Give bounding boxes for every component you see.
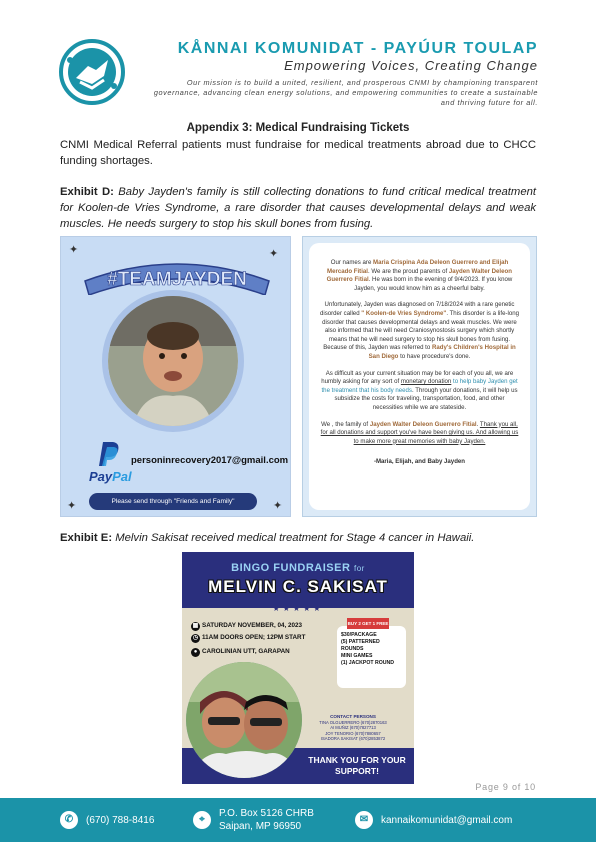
event-location <box>191 648 290 657</box>
footer-phone-text: (670) 788-8416 <box>86 814 155 826</box>
package-item: (1) JACKPOT ROUND <box>341 660 395 666</box>
address-line-2: Saipan, MP 96950 <box>219 821 302 832</box>
letter-text: . <box>476 420 480 428</box>
letter-text: Unfortunately, Jayden was diagnosed on 7/18/2024 with a rare genetic disorder called <box>319 301 515 317</box>
package-item: (5) PATTERNED ROUNDS <box>341 639 380 652</box>
sparkle-icon: ✦ <box>273 500 283 512</box>
footer-email-text: kannaikomunidat@gmail.com <box>381 814 513 826</box>
family-letter <box>302 236 537 517</box>
letter-paragraph <box>319 370 520 413</box>
friends-family-note: Please send through "Friends and Family" <box>89 493 257 510</box>
footer-phone <box>60 798 154 842</box>
sparkle-icon: ✦ <box>69 244 79 256</box>
team-jayden-banner <box>79 251 275 295</box>
thank-you-message: THANK YOU FOR YOUR SUPPORT! <box>308 755 406 776</box>
contact-person: AI MUÑIZ (670)7827713 <box>330 725 376 731</box>
team-jayden-banner-text: #TEAMJAYDEN <box>107 269 247 290</box>
location-pin-icon: ⌖ <box>193 811 211 829</box>
letter-text: . He was born in the evening of 9/4/2023. If you know Jayden, you would know him as a cheerful baby. <box>354 276 513 292</box>
event-date-text: SATURDAY NOVEMBER, 04, 2023 <box>202 622 302 629</box>
sparkle-icon: ✦ <box>269 248 279 260</box>
package-details <box>337 621 406 688</box>
honoree-photo <box>186 662 302 778</box>
contact-person: JOY TENORIO (670)7880657 <box>325 730 381 736</box>
letter-text: to have procedure's done. <box>398 352 471 360</box>
child-name: Jayden Walter Deleon Guerrero Fitial <box>369 420 477 428</box>
family-letter-body <box>309 243 530 510</box>
exhibit-e-paragraph <box>60 530 536 546</box>
exhibit-e-text: Melvin Sakisat received medical treatment for Stage 4 cancer in Hawaii. <box>115 532 475 544</box>
calendar-icon: ▦ <box>192 623 199 629</box>
organization-logo <box>58 38 126 106</box>
appendix-title: Appendix 3: Medical Fundraising Tickets <box>186 122 410 134</box>
contact-person: TINA OLGUERRERO (670)2870163 <box>319 719 387 725</box>
clock-icon: ◷ <box>192 635 199 641</box>
event-location-text: CAROLINIAN UTT, GARAPAN <box>202 648 290 655</box>
letter-paragraph <box>319 301 520 361</box>
letter-text: . Through your donations, it will help us subsidize the costs for traveling, transportation, food, and other necessities while we are stateside. <box>334 386 518 411</box>
organization-tagline: Empowering Voices, Creating Change <box>284 58 538 73</box>
sparkle-icon: ✦ <box>67 500 77 512</box>
bingo-title <box>182 562 414 574</box>
child-name: Jayden Walter Deleon Guerrero Fitial <box>326 267 512 284</box>
star-rating-decoration: ★★★★★ <box>272 604 324 613</box>
bingo-title-for: for <box>353 564 365 573</box>
letter-text: Our names are <box>330 259 374 266</box>
diagnosis-name: " Koolen-de Vries Syndrome" <box>361 309 447 317</box>
promo-ticket: BUY 2 GET 1 FREE <box>347 618 389 629</box>
paypal-logo-icon <box>97 440 121 468</box>
team-jayden-poster <box>60 236 291 517</box>
footer-email <box>355 798 512 842</box>
page-number: Page 9 of 10 <box>475 782 536 792</box>
paypal-wordmark-pay: Pay <box>89 469 113 484</box>
letter-paragraph <box>319 259 520 293</box>
page-footer <box>0 798 596 842</box>
letter-thanks: Thank you all, for all donations and support you've have been giving us. And allowing us to make more great memories with baby Jayden. <box>320 420 519 445</box>
parent-names: Maria Crispina Ada Deleon Guerrero and Elijah Mercado Fitial <box>327 259 509 275</box>
exhibit-d-paragraph <box>60 184 536 232</box>
paypal-wordmark-pal: Pal <box>112 469 132 484</box>
organization-name: KÅNNAI KOMUNIDAT - PAYÚUR TOULAP <box>177 40 538 57</box>
letter-text: . This disorder is a life-long disorder that causes developmental delays and weak muscles. We were also informed that he will need Craniosynostosis surgery which shortly means that he will need surgery to stop his skull bones from fusing. Because of this, Jayden was referred to <box>322 309 520 352</box>
bingo-fundraiser-poster <box>182 552 414 784</box>
event-date <box>191 622 302 631</box>
letter-text: . We are the proud parents of <box>368 267 449 275</box>
letter-signature: -Maria, Elijah, and Baby Jayden <box>373 458 466 466</box>
exhibit-e-label: Exhibit E: <box>60 532 113 544</box>
phone-icon: ✆ <box>60 811 78 829</box>
package-item: $30/PACKAGE <box>341 632 377 638</box>
letter-text: As difficult as your current situation may be for each of you all, we are humbly asking for any sort of <box>321 369 514 386</box>
letter-highlight: to help baby Jayden get the treatment that his body needs <box>321 378 518 394</box>
mission-statement: Our mission is to build a united, resilient, and prosperous CNMI by championing transparent governance, advancing clean energy solutions, and empowering communities to create a sustainable and thriving future for all. <box>153 78 538 107</box>
location-pin-icon: ● <box>191 648 200 657</box>
letter-emphasis: monetary donation <box>400 378 452 386</box>
event-time <box>191 634 305 643</box>
baby-jayden-photo <box>102 290 244 432</box>
contact-persons <box>304 714 402 742</box>
package-item: MINI GAMES <box>341 653 373 659</box>
footer-address <box>193 798 314 842</box>
exhibit-d-label: Exhibit D: <box>60 186 114 198</box>
appendix-intro: CNMI Medical Referral patients must fundraise for medical treatments abroad due to CHCC funding shortages. <box>60 139 536 167</box>
paypal-email: personinrecovery2017@gmail.com <box>131 455 289 466</box>
footer-address-text <box>219 807 314 833</box>
bingo-title-text: BINGO FUNDRAISER <box>231 562 351 574</box>
email-icon: ✉ <box>355 811 373 829</box>
event-time-text: 11AM DOORS OPEN; 12PM START <box>202 634 306 641</box>
letter-text: We , the family of <box>321 420 370 428</box>
exhibit-d-text: Baby Jayden's family is still collecting donations to fund critical medical treatment for Koolen-de Vries Syndrome, a rare disorder that causes developmental delays and weak muscles. He needs surgery to stop his skull bones from fusing. <box>60 186 537 230</box>
letter-paragraph <box>319 421 520 447</box>
paypal-wordmark <box>89 469 132 484</box>
contact-persons-title: CONTACT PERSONS <box>330 714 376 719</box>
address-line-1: P.O. Box 5126 CHRB <box>219 808 314 819</box>
hospital-name: Rady's Children's Hospital in San Diego <box>368 344 516 360</box>
contact-person: ISADORA SAKISAT (670)2853872 <box>320 736 386 742</box>
bingo-honoree-name: MELVIN C. SAKISAT <box>208 577 388 596</box>
